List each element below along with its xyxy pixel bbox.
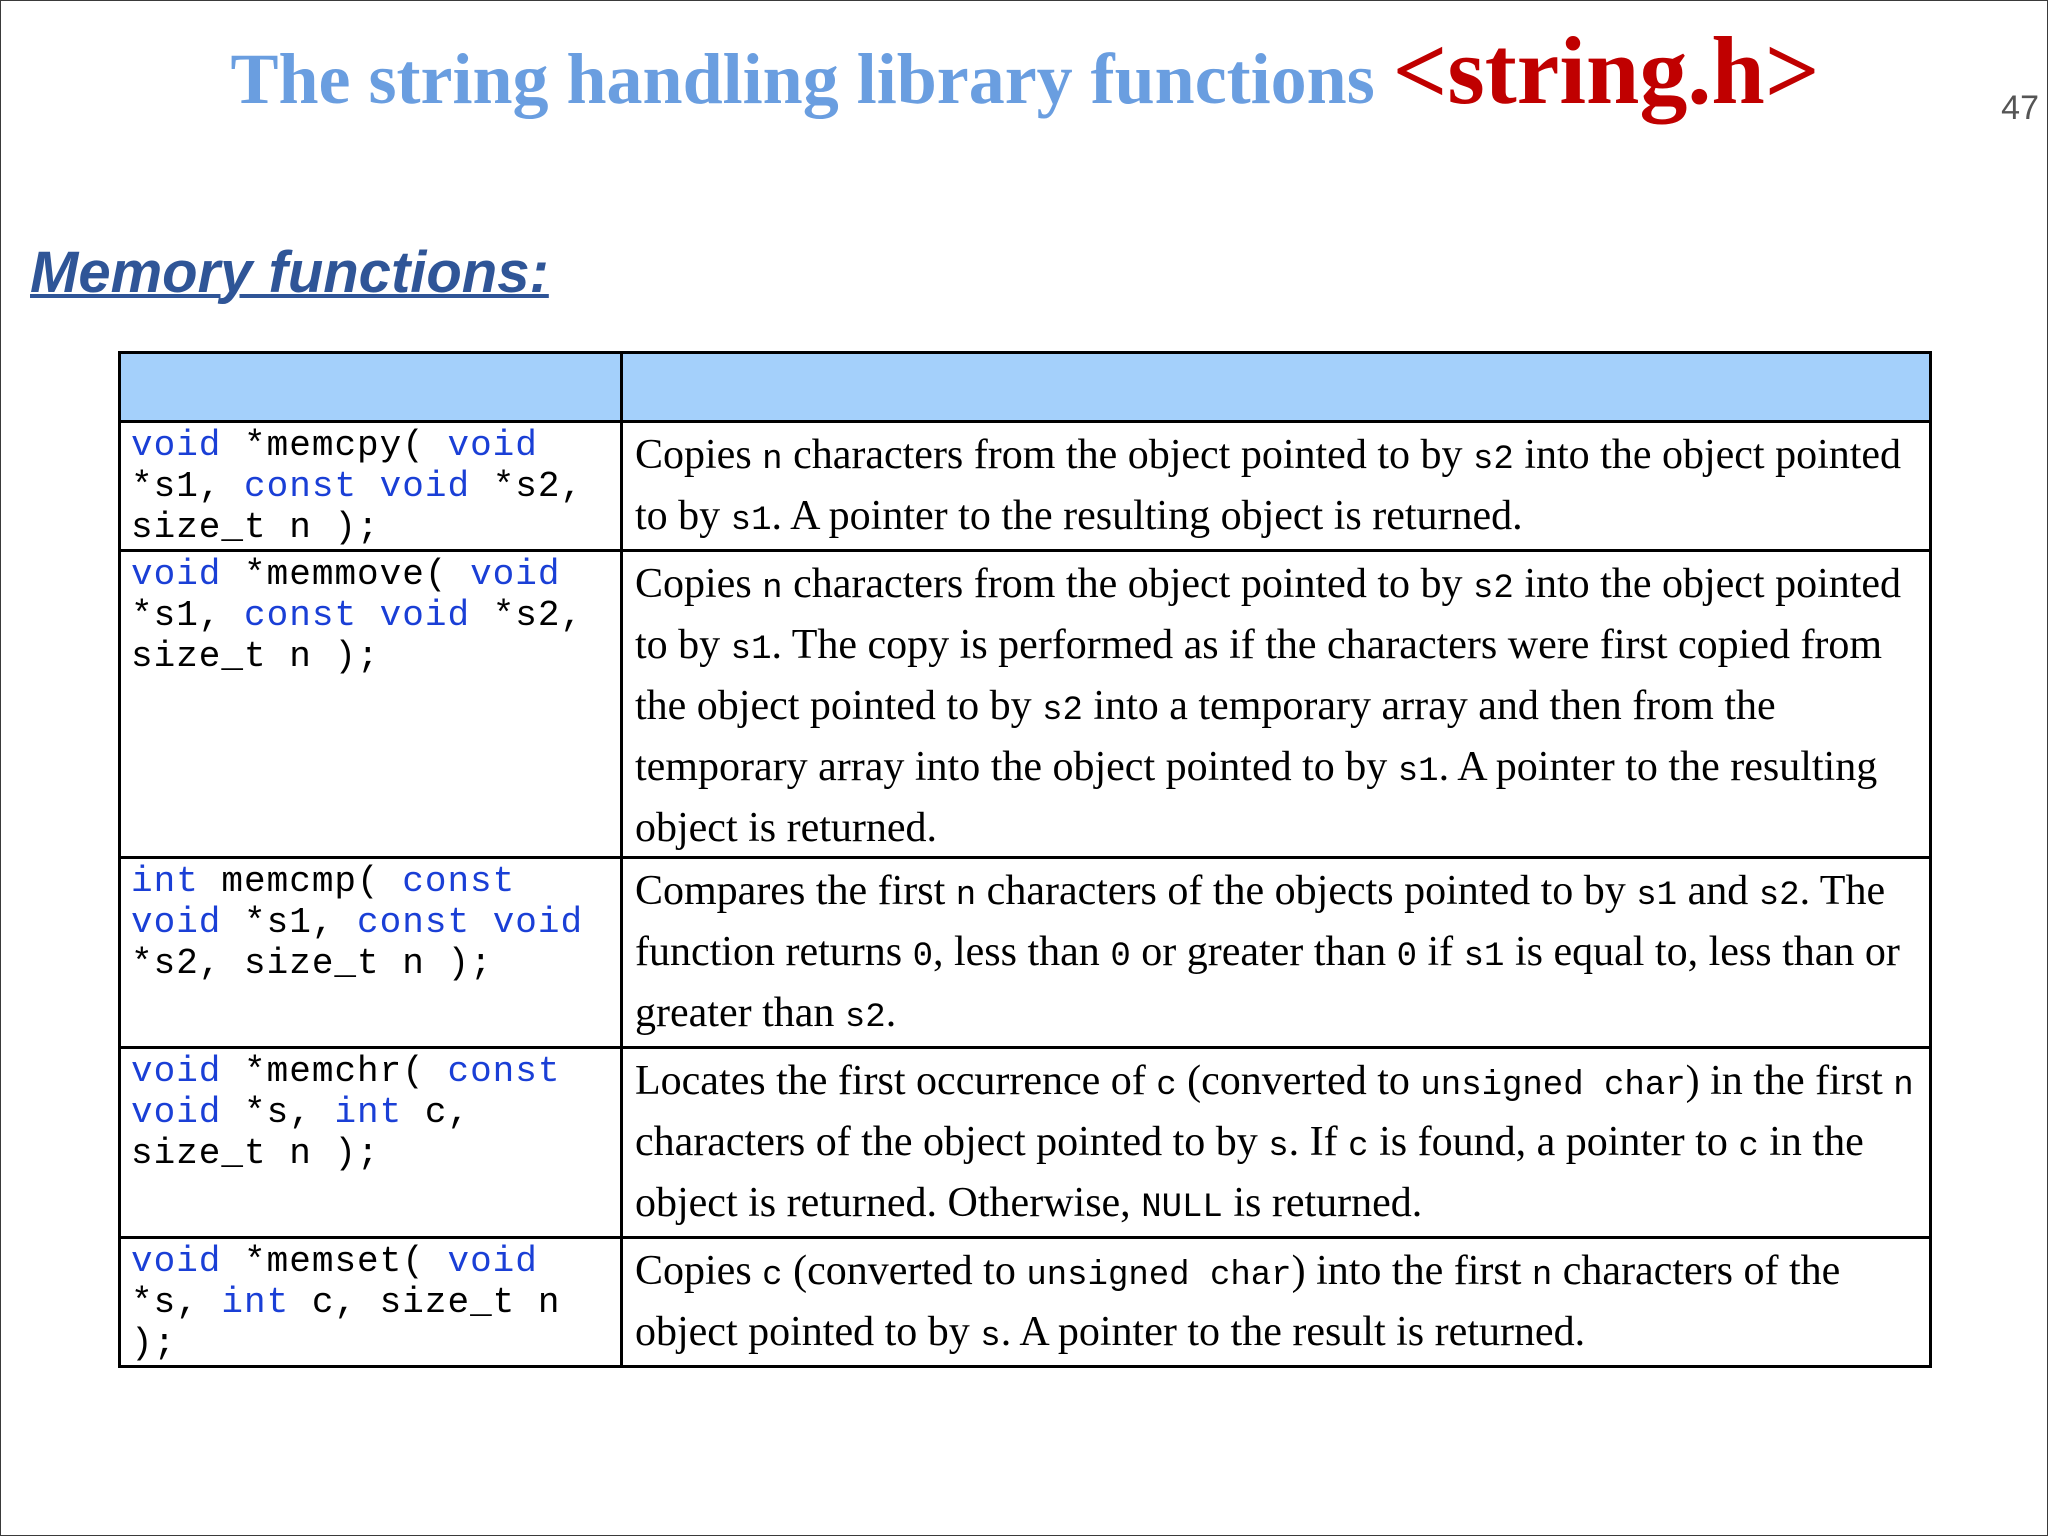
description-text: characters of the object pointed to by xyxy=(635,1248,1841,1355)
inline-code: s2 xyxy=(1473,441,1514,479)
keyword-token: const xyxy=(357,902,471,943)
keyword-token: void xyxy=(379,466,471,507)
inline-code: 0 xyxy=(1110,938,1131,976)
table-header-row xyxy=(120,353,1931,422)
code-token: *s1, xyxy=(221,902,358,943)
description-cell xyxy=(622,551,1931,858)
description-text: if xyxy=(1417,929,1464,975)
description-text: into a temporary array and then from the temporary array into the object pointed to by xyxy=(635,683,1776,790)
description-text: , less than xyxy=(933,929,1111,975)
description-cell xyxy=(622,1238,1931,1367)
page-number: 47 xyxy=(2001,89,2039,127)
prototype-cell xyxy=(120,1048,622,1238)
slide-title xyxy=(1,15,2048,126)
inline-code: n xyxy=(1893,1067,1914,1105)
table-row xyxy=(120,1238,1931,1367)
prototype-cell xyxy=(120,858,622,1048)
function-prototype xyxy=(121,859,620,984)
code-token: *memmove( xyxy=(221,554,471,595)
inline-code: unsigned char xyxy=(1420,1067,1686,1105)
code-token: memcmp( xyxy=(198,861,403,902)
description-text: Locates the first occurrence of xyxy=(635,1058,1157,1104)
description-text: Copies xyxy=(635,432,763,478)
inline-code: s xyxy=(980,1318,1001,1356)
function-prototype xyxy=(121,423,620,548)
slide-title-text: The string handling library functions xyxy=(230,39,1375,119)
description-text: ) in the first xyxy=(1685,1058,1894,1104)
description-text: (converted to xyxy=(782,1248,1027,1294)
keyword-token: const xyxy=(447,1051,561,1092)
description-text: or greater than xyxy=(1130,929,1397,975)
inline-code: s2 xyxy=(1758,877,1800,915)
prototype-cell xyxy=(120,422,622,551)
keyword-token: void xyxy=(131,1241,222,1282)
inline-code: c xyxy=(1156,1067,1177,1105)
memory-functions-table xyxy=(118,351,1932,1368)
description-text: characters from the object pointed to by xyxy=(782,432,1473,478)
inline-code: c xyxy=(762,1257,783,1295)
code-token xyxy=(470,902,493,943)
description-text: is equal to, less than or greater than xyxy=(635,929,1900,1036)
header-cell-description xyxy=(622,353,1931,422)
inline-code: s1 xyxy=(1636,877,1678,915)
prototype-cell xyxy=(120,1238,622,1367)
inline-code: NULL xyxy=(1141,1189,1223,1227)
table-row xyxy=(120,858,1931,1048)
description-text: Copies xyxy=(635,561,763,607)
description-text: . A pointer to the result is returned. xyxy=(1000,1309,1586,1355)
function-description xyxy=(623,859,1929,1046)
inline-code: unsigned char xyxy=(1026,1257,1292,1295)
table-row xyxy=(120,1048,1931,1238)
code-token: *memset( xyxy=(221,1241,448,1282)
keyword-token: void xyxy=(379,595,471,636)
description-text: (converted to xyxy=(1176,1058,1421,1104)
keyword-token: int xyxy=(334,1092,403,1133)
description-cell xyxy=(622,422,1931,551)
inline-code: s2 xyxy=(1042,692,1083,730)
code-token: c, size_t n ); xyxy=(131,1282,561,1364)
function-prototype xyxy=(121,1239,620,1364)
code-token: *s, xyxy=(131,1282,199,1323)
description-text: is found, a pointer to xyxy=(1368,1119,1739,1165)
description-text: . A pointer to the resulting object is returned. xyxy=(635,744,1878,851)
function-description xyxy=(623,1049,1929,1236)
code-token: *s2, size_t n ); xyxy=(131,466,584,548)
description-text: in the object is returned. Otherwise, xyxy=(635,1119,1864,1226)
description-text: into the object pointed to by xyxy=(635,561,1902,668)
inline-code: s2 xyxy=(844,999,886,1037)
keyword-token: int xyxy=(131,861,199,902)
keyword-token: void xyxy=(131,425,222,466)
code-token: *memchr( xyxy=(221,1051,448,1092)
inline-code: n xyxy=(955,877,977,915)
description-text: . If xyxy=(1288,1119,1349,1165)
table-row xyxy=(120,422,1931,551)
keyword-token: void xyxy=(492,902,584,943)
function-description xyxy=(623,1239,1929,1365)
inline-code: s1 xyxy=(1463,938,1505,976)
keyword-token: void xyxy=(447,1241,538,1282)
keyword-token: int xyxy=(221,1282,290,1323)
inline-code: n xyxy=(762,441,783,479)
function-prototype xyxy=(121,552,620,677)
inline-code: s2 xyxy=(1473,570,1514,608)
description-cell xyxy=(622,1048,1931,1238)
inline-code: 0 xyxy=(912,938,933,976)
inline-code: 0 xyxy=(1396,938,1417,976)
function-description xyxy=(623,552,1929,856)
description-text: . The copy is performed as if the characters were first copied from the object pointed to by xyxy=(635,622,1883,729)
description-text: characters from the object pointed to by xyxy=(782,561,1473,607)
code-token: *s1, xyxy=(131,466,222,507)
description-text: Compares the first xyxy=(635,868,956,914)
function-prototype xyxy=(121,1049,620,1174)
keyword-token: void xyxy=(131,902,222,943)
description-text: . xyxy=(885,990,897,1036)
description-text: Copies xyxy=(635,1248,763,1294)
keyword-token: const xyxy=(244,595,358,636)
keyword-token: void xyxy=(470,554,561,595)
slide-title-header-name: <string.h> xyxy=(1392,17,1820,124)
description-text: into the object pointed to by xyxy=(635,432,1902,539)
description-cell xyxy=(622,858,1931,1048)
description-text: ) into the first xyxy=(1291,1248,1532,1294)
code-token: *s2, size_t n ); xyxy=(131,595,584,677)
inline-code: s1 xyxy=(730,502,772,540)
code-token: c, size_t n ); xyxy=(131,1092,471,1174)
code-token xyxy=(357,595,380,636)
function-description xyxy=(623,423,1929,549)
keyword-token: const xyxy=(244,466,358,507)
description-text: . The function returns xyxy=(635,868,1886,975)
inline-code: s1 xyxy=(730,631,772,669)
inline-code: c xyxy=(1738,1128,1759,1166)
keyword-token: void xyxy=(131,1092,222,1133)
keyword-token: const xyxy=(402,861,516,902)
description-text: and xyxy=(1677,868,1759,914)
description-text: . A pointer to the resulting object is returned. xyxy=(771,493,1523,539)
section-heading: Memory functions: xyxy=(30,240,549,305)
code-token: *s1, xyxy=(131,595,222,636)
header-cell-prototype xyxy=(120,353,622,422)
keyword-token: void xyxy=(131,1051,222,1092)
inline-code: s xyxy=(1268,1128,1289,1166)
keyword-token: void xyxy=(447,425,538,466)
inline-code: n xyxy=(1531,1257,1553,1295)
code-token xyxy=(357,466,380,507)
code-token: *s, xyxy=(221,1092,335,1133)
description-text: is returned. xyxy=(1222,1180,1423,1226)
code-token: *s2, size_t n ); xyxy=(131,943,493,984)
inline-code: s1 xyxy=(1397,753,1439,791)
prototype-cell xyxy=(120,551,622,858)
code-token: *memcpy( xyxy=(221,425,448,466)
table-row xyxy=(120,551,1931,858)
description-text: characters of the objects pointed to by xyxy=(976,868,1637,914)
description-text: characters of the object pointed to by xyxy=(635,1119,1269,1165)
inline-code: c xyxy=(1348,1128,1369,1166)
keyword-token: void xyxy=(131,554,222,595)
inline-code: n xyxy=(762,570,783,608)
